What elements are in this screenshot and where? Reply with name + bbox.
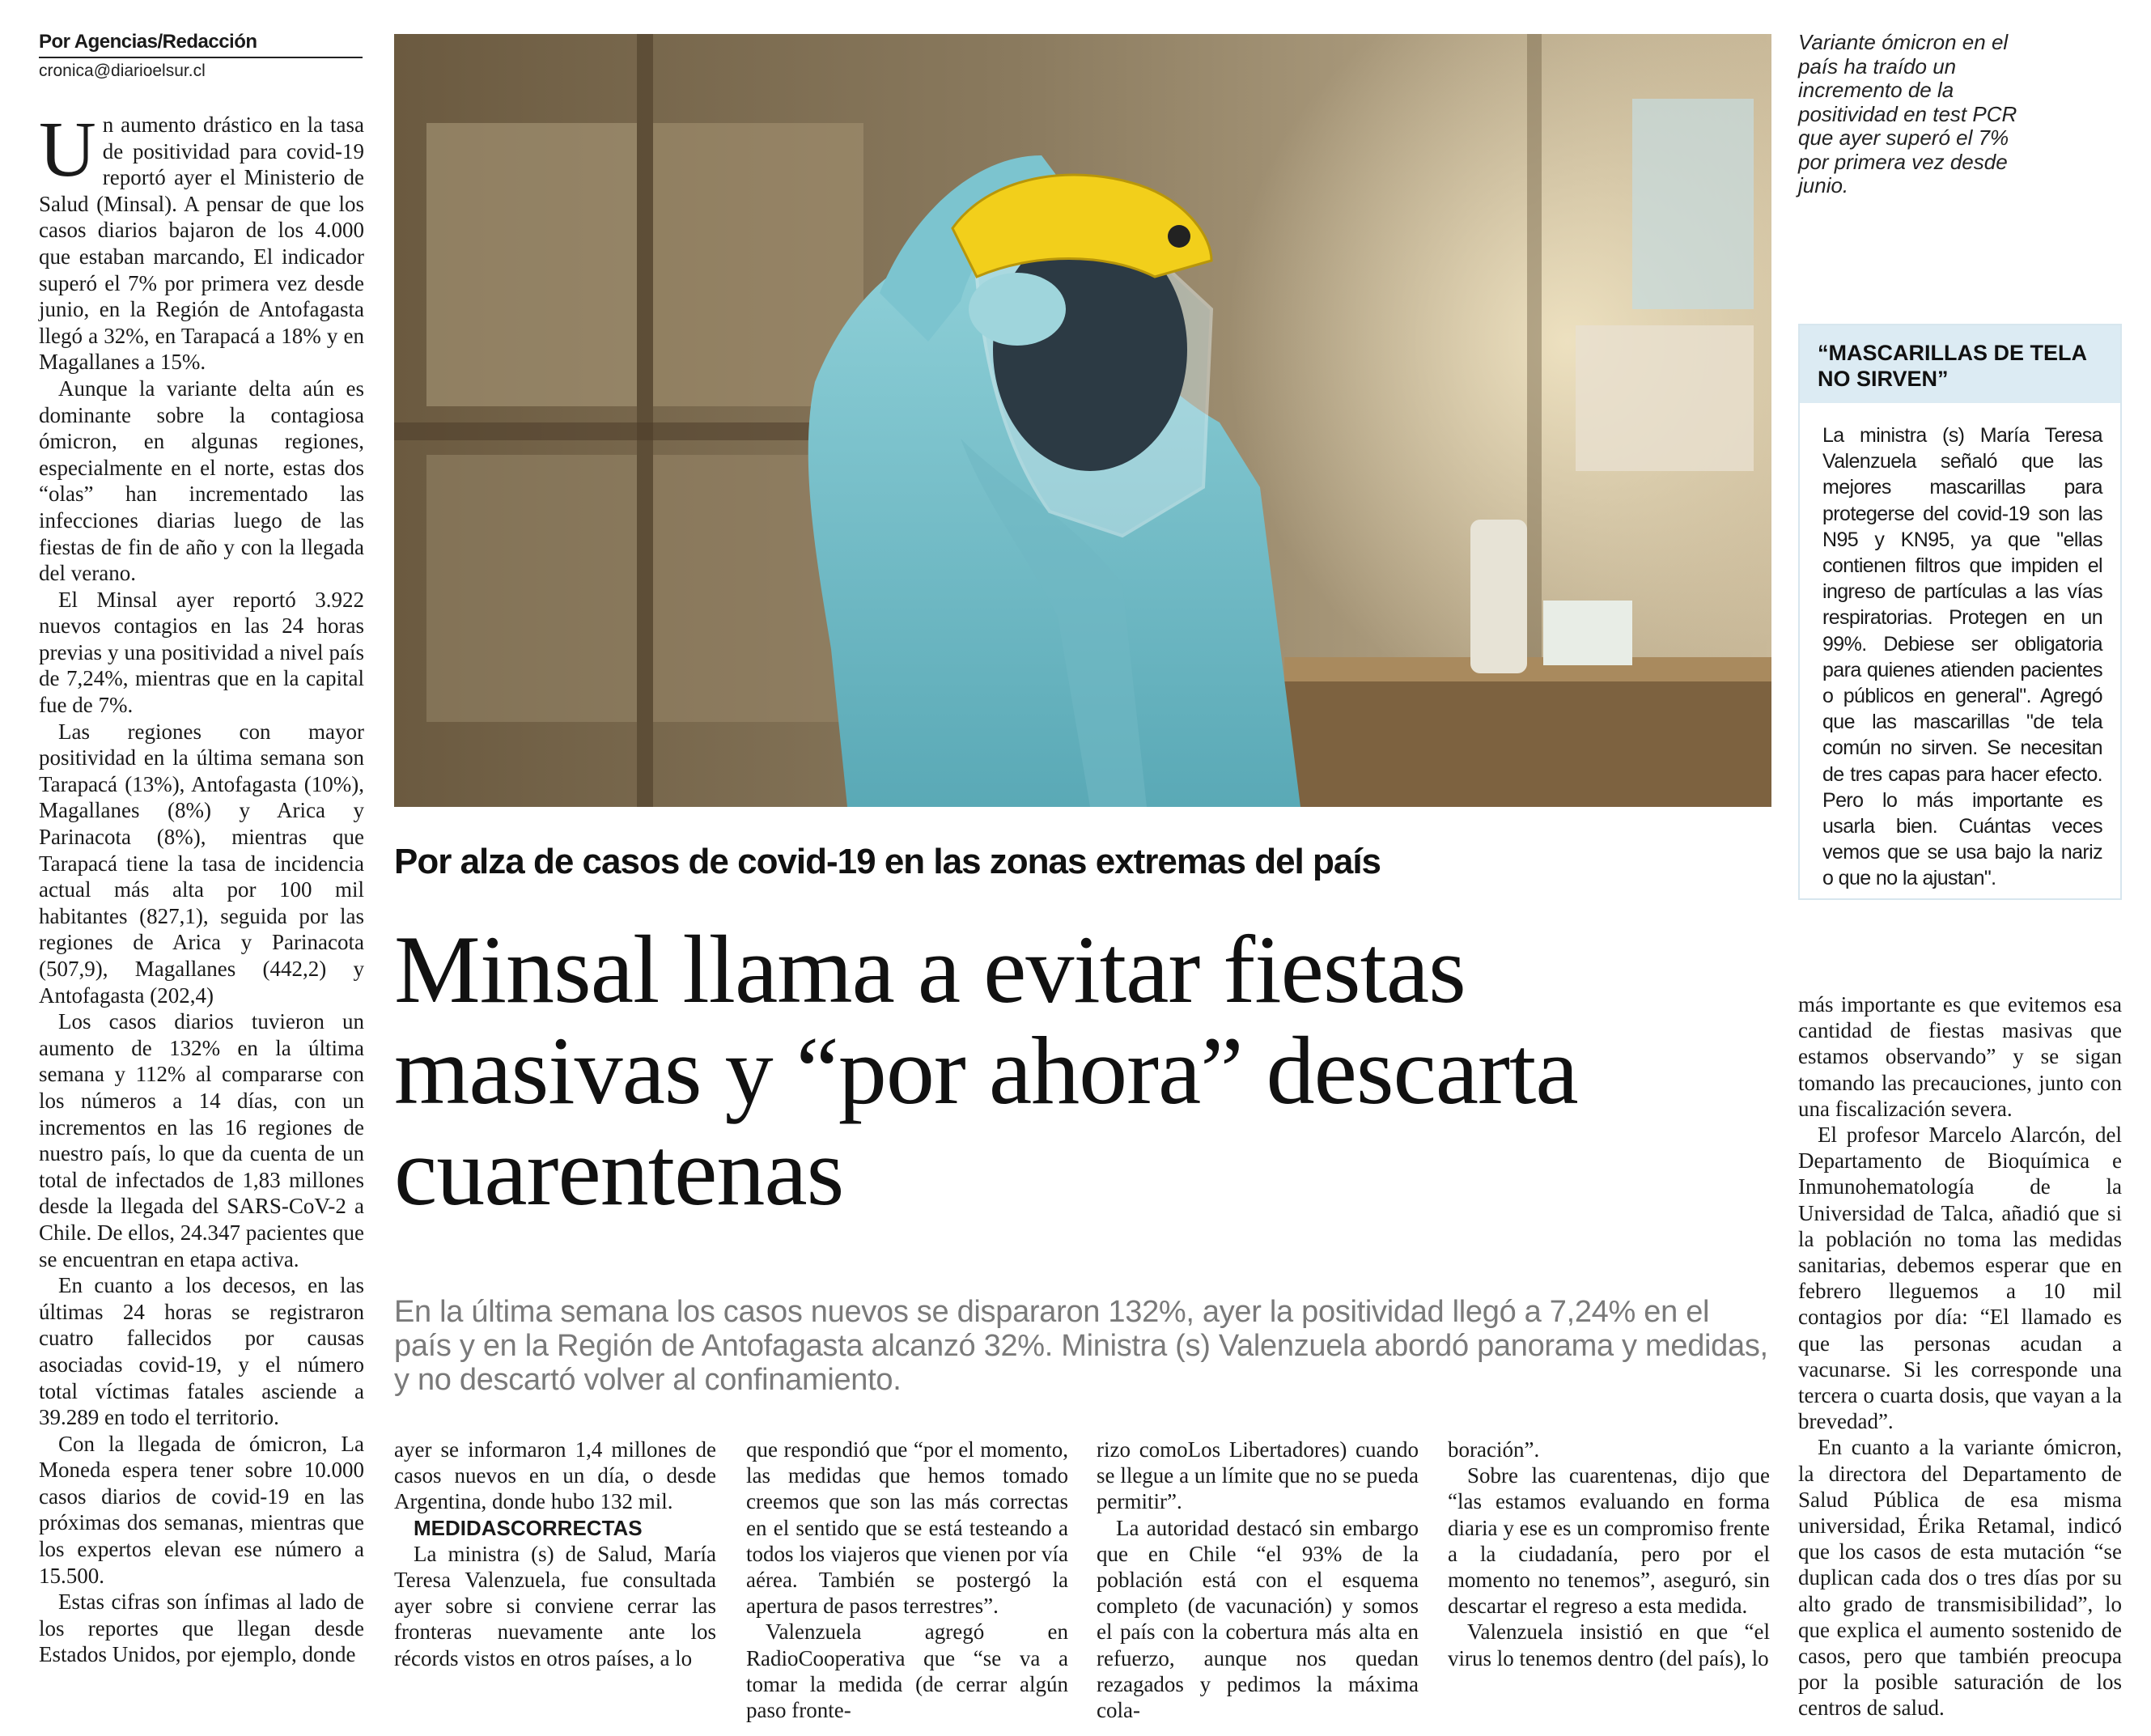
paragraph: El profesor Marcelo Alarcón, del Departamento de Bioquímica e Inmunohematología de la Universidad de Talca, añadió que si la población no toma las medidas sanitarias, debemos esperar que en febrero lleguemos a 10 mil contagios por día: “El llamado es que las personas acudan a vacunarse. Si les corresponde una tercera o cuarta dosis, que vayan a la brevedad”. bbox=[1798, 1123, 2122, 1434]
paragraph: Valenzuela insistió en que “el virus lo tenemos dentro (del país), lo bbox=[1448, 1619, 1770, 1670]
sidebar-title: “MASCARILLAS DE TELA NO SIRVEN” bbox=[1800, 325, 2120, 403]
paragraph: Aunque la variante delta aún es dominante sobre la contagiosa ómicron, en algunas regiones, especialmente en el norte, estas dos “olas” han incrementado las infecciones diarias luego de las fiestas de fin de año y con la llegada del verano. bbox=[39, 376, 364, 586]
paragraph: rizo comoLos Libertadores) cuando se llegue a un límite que no se pueda permitir”. bbox=[1097, 1437, 1419, 1514]
paragraph: En cuanto a la variante ómicron, la directora del Departamento de Salud Pública de esa misma universidad, Érika Retamal, indicó que los casos de esta mutación “se duplican cada dos o tres días por su alto grado de transmisibilidad”, lo que explica el aumento sostenido de casos, pero que también preocupa por la posible saturación de los centros de salud. bbox=[1798, 1435, 2122, 1721]
paragraph: boración”. bbox=[1448, 1437, 1540, 1462]
sidebar-box bbox=[1798, 324, 2122, 900]
drop-cap: U bbox=[39, 106, 96, 193]
paragraph: ayer se informaron 1,4 millones de casos nuevos en un día, o desde Argentina, donde hubo 132 mil. bbox=[394, 1437, 716, 1514]
section-subhead: MEDIDASCORRECTAS bbox=[414, 1515, 643, 1540]
paragraph: La autoridad destacó sin embargo que en Chile “el 93% de la población está con el esquema completo (de vacunación) y somos el país con la cobertura más alta en refuerzo, aunque nos quedan rezagados y pedimos la máxima cola- bbox=[1097, 1515, 1419, 1723]
paragraph: Las regiones con mayor positividad en la última semana son Tarapacá (13%), Antofagasta (10%), Magallanes (8%) y Arica y Parinacota (8%), mientras que Tarapacá tiene la tasa de incidencia actual más alta por 100 mil habitantes (827,1), seguida por las regiones de Arica y Parinacota (507,9), Magallanes (442,2) y Antofagasta (202,4) bbox=[39, 719, 364, 1008]
article-headline: Minsal llama a evitar fiestas masivas y “por ahora” descarta cuarentenas bbox=[394, 915, 1578, 1225]
article-column-4 bbox=[1097, 1437, 1419, 1723]
article-column-6 bbox=[1798, 991, 2122, 1721]
sidebar-body: La ministra (s) María Teresa Valenzuela señaló que las mejores mascarillas para protegerse del covid-19 son las N95 y KN95, ya que "ellas contienen filtros que impiden el ingreso de partículas a las vías respiratorias. Protegen en un 99%. Debiese ser obligatoria para quienes atienden pacientes o públicos en general". Agregó que las mascarillas "de tela común no sirven. Se necesitan de tres capas para hacer efecto. Pero lo más importante es usarla bien. Cuántas veces vemos que se usa bajo la nariz o que no la ajustan". bbox=[1822, 424, 2102, 890]
paragraph: Con la llegada de ómicron, La Moneda espera tener sobre 10.000 casos diarios de covid-19 en las próximas dos semanas, mientras que los expertos elevan ese número a 15.500. bbox=[39, 1431, 364, 1588]
article-photo bbox=[394, 34, 1771, 807]
article-column-1 bbox=[39, 106, 364, 1668]
article-column-2 bbox=[394, 1437, 716, 1671]
byline bbox=[39, 31, 363, 81]
article-kicker: Por alza de casos de covid-19 en las zonas extremas del país bbox=[394, 842, 1381, 881]
paragraph: que respondió que “por el momento, las medidas que hemos tomado creemos que son las más correctas en el sentido que se está testeando a todos los viajeros que vienen por vía aérea. También se postergó la apertura de pasos terrestres”. bbox=[746, 1437, 1068, 1619]
article-lede: En la última semana los casos nuevos se dispararon 132%, ayer la positividad llegó a 7,24% en el país y en la Región de Antofagasta alcanzó 32%. Ministra (s) Valenzuela abordó panorama y medidas, y no descartó volver al confinamiento. bbox=[394, 1295, 1768, 1397]
paragraph: En cuanto a los decesos, en las últimas 24 horas se registraron cuatro fallecidos por causas asociadas covid-19, y el número total víctimas fatales asciende a 39.289 en todo el territorio. bbox=[39, 1273, 364, 1430]
paragraph: Un aumento drástico en la tasa de positividad para covid-19 reportó ayer el Ministerio de Salud (Minsal). A pensar de que los casos diarios bajaron de los 4.000 que estaban marcando, El indicador superó el 7% por primera vez desde junio, en la Región de Antofagasta llegó a 32%, en Tarapacá a 18% y en Magallanes a 15%. bbox=[39, 106, 364, 375]
paragraph: La ministra (s) de Salud, María Teresa Valenzuela, fue consultada ayer sobre si conviene cerrar las fronteras nuevamente ante los récords vistos en otros países, a lo bbox=[394, 1541, 716, 1670]
paragraph: Estas cifras son ínfimas al lado de los reportes que llegan desde Estados Unidos, por ejemplo, donde bbox=[39, 1590, 364, 1667]
paragraph: Sobre las cuarentenas, dijo que “las estamos evaluando en forma diaria y ese es un compromiso frente a la ciudadanía, pero por el momento no tenemos”, aseguró, sin descartar el regreso a esta medida. bbox=[1448, 1463, 1770, 1619]
health-worker-face-shield-photo bbox=[394, 34, 1771, 807]
byline-email: cronica@diarioelsur.cl bbox=[39, 62, 206, 80]
byline-author: Por Agencias/Redacción bbox=[39, 31, 363, 58]
photo-caption: Variante ómicron en el país ha traído un incremento de la positividad en test PCR que ayer superó el 7% por primera vez desde junio. bbox=[1798, 30, 2017, 197]
article-column-5 bbox=[1448, 1437, 1770, 1671]
paragraph: El Minsal ayer reportó 3.922 nuevos contagios en las 24 horas previas y una positividad a nivel país de 7,24%, mientras que en la capital fue de 7%. bbox=[39, 587, 364, 718]
article-column-3 bbox=[746, 1437, 1068, 1723]
paragraph: más importante es que evitemos esa cantidad de fiestas masivas que estamos observando” y se sigan tomando las precauciones, junto con una fiscalización severa. bbox=[1798, 992, 2122, 1121]
paragraph: Los casos diarios tuvieron un aumento de 132% en la última semana y 112% al compararse con los números a 14 días, con un incrementos en las 16 regiones de nuestro país, lo que da cuenta de un total de infectados de 1,83 millones desde la llegada del SARS-CoV-2 a Chile. De ellos, 24.347 pacientes que se encuentran en etapa activa. bbox=[39, 1009, 364, 1271]
paragraph: Valenzuela agregó en RadioCooperativa que “se va a tomar la medida (de cerrar algún paso fronte- bbox=[746, 1619, 1068, 1723]
